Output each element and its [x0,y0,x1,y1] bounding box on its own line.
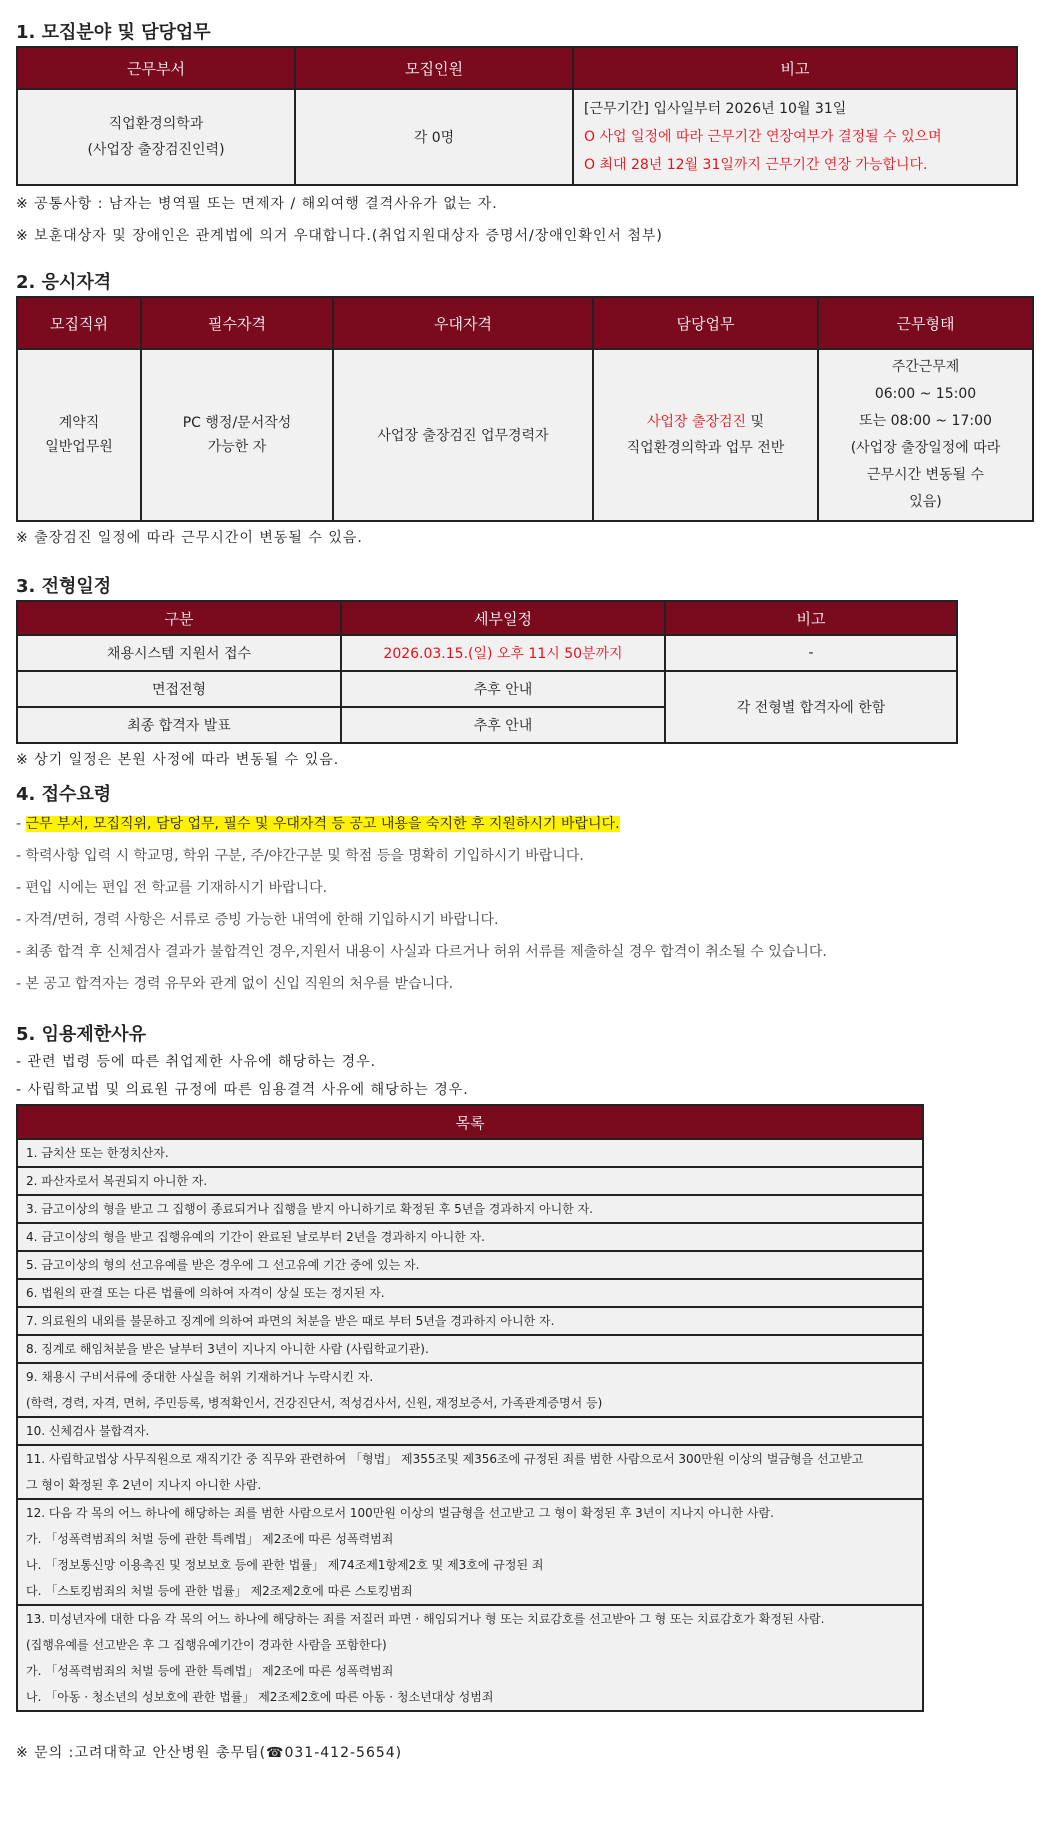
header-count: 모집인원 [295,47,573,89]
item-line: 2. 파산자로서 복권되지 아니한 자. [26,1174,208,1188]
header-preferred: 우대자격 [333,297,593,349]
header-worktype: 근무형태 [818,297,1033,349]
contact-info: ※ 문의 :고려대학교 안산병원 총무팀(☎031-412-5654) [16,1745,403,1761]
item-line: (집행유예를 선고받은 후 그 집행유예기간이 경과한 사람을 포함한다) [26,1638,387,1652]
section-1-title: 1. 모집분야 및 담당업무 [16,22,211,43]
duty-cell [593,349,818,521]
table-row [17,1167,923,1195]
remark-line1: [근무기간] 입사일부터 2026년 10월 31일 [584,101,847,117]
section-5-title: 5. 임용제한사유 [16,1024,146,1045]
worktype-line: 또는 08:00 ~ 17:00 [859,413,992,429]
item-line: 가. 「성폭력범죄의 처벌 등에 관한 특례법」 제2조에 따른 성폭력범죄 [26,1532,394,1546]
table-row [17,1307,923,1335]
item-line: 다. 「스토킹범죄의 처벌 등에 관한 법률」 제2조제2호에 따른 스토킹범죄 [26,1584,413,1598]
item-line: 나. 「정보통신망 이용촉진 및 정보보호 등에 관한 법률」 제74조제1항제2호 및 제3호에 규정된 죄 [26,1558,544,1572]
row2-date: 추후 안내 [341,671,665,707]
dept-line2: (사업장 출장검진인력) [87,142,225,158]
dept-cell [17,89,295,185]
s3-note: ※ 상기 일정은 본원 사정에 따라 변동될 수 있음. [16,752,340,768]
disqualification-item [17,1195,923,1223]
veteran-note: ※ 보훈대상자 및 장애인은 관계법에 의거 우대합니다.(취업지원대상자 증명서/장애인확인서 첨부) [16,228,663,244]
worktype-line: 06:00 ~ 15:00 [874,386,977,402]
disqualification-item [17,1445,923,1499]
count-cell: 각 0명 [295,89,573,185]
table-row [17,1499,923,1605]
row1-date: 2026.03.15.(일) 오후 11시 50분까지 [341,635,665,671]
table-row [17,1417,923,1445]
item-line: 11. 사립학교법상 사무직원으로 재직기간 중 직무와 관련하여 「형법」 제355조및 제356조에 규정된 죄를 범한 사람으로서 300만원 이상의 벌금형을 선고받고 [26,1452,864,1466]
position-line1: 계약직 [58,415,100,431]
table-row [17,1363,923,1417]
table-row [17,1605,923,1711]
table-row [17,1279,923,1307]
table-row [17,1195,923,1223]
disqualification-item [17,1605,923,1711]
required-cell [141,349,333,521]
worktype-cell [818,349,1033,521]
s5-intro2: - 사립학교법 및 의료원 규정에 따른 임용결격 사유에 해당하는 경우. [16,1082,469,1098]
row3-name: 최종 합격자 발표 [17,707,341,743]
duty-red: 사업장 출장검진 [646,414,747,430]
disqualification-item [17,1417,923,1445]
disqualification-item [17,1279,923,1307]
highlight-item [16,808,1047,840]
disqualification-item [17,1167,923,1195]
header-detail: 세부일정 [341,601,665,635]
row2-name: 면접전형 [17,671,341,707]
worktype-line: 근무시간 변동될 수 [866,467,985,483]
list-item: - 학력사항 입력 시 학교명, 학위 구분, 주/야간구분 및 학점 등을 명확히 기입하시기 바랍니다. [16,848,584,864]
item-line: 3. 금고이상의 형을 받고 그 집행이 종료되거나 집행을 받지 아니하기로 확정된 후 5년을 경과하지 아니한 자. [26,1202,593,1216]
disqualification-item [17,1139,923,1167]
worktype-line: 있음) [909,494,942,510]
remark-line2: O 사업 일정에 따라 근무기간 연장여부가 결정될 수 있으며 [584,129,942,145]
disqualification-item [17,1307,923,1335]
item-line: 6. 법원의 판결 또는 다른 법률에 의하여 자격이 상실 또는 정지된 자. [26,1286,385,1300]
list-item: - 최종 합격 후 신체검사 결과가 불합격인 경우,지원서 내용이 사실과 다르거나 허위 서류를 제출하실 경우 합격이 취소될 수 있습니다. [16,944,827,960]
header-s3-remark: 비고 [665,601,957,635]
table-row [17,1335,923,1363]
header-remark: 비고 [573,47,1017,89]
remark-line3: O 최대 28년 12월 31일까지 근무기간 연장 가능합니다. [584,157,928,173]
item-line: 그 형이 확정된 후 2년이 지나지 아니한 사람. [26,1478,262,1492]
item-line: 9. 채용시 구비서류에 중대한 사실을 허위 기재하거나 누락시킨 자. [26,1370,374,1384]
remark-cell [573,89,1017,185]
highlight-text: 근무 부서, 모집직위, 담당 업무, 필수 및 우대자격 등 공고 내용을 숙지한 후 지원하시기 바랍니다. [25,816,620,832]
duty-rest: 및 [746,414,765,430]
preferred-cell: 사업장 출장검진 업무경력자 [333,349,593,521]
disqualification-item [17,1251,923,1279]
common-note: ※ 공통사항 : 남자는 병역필 또는 면제자 / 해외여행 결격사유가 없는 자. [16,196,498,212]
dept-line1: 직업환경의학과 [108,116,204,132]
disqualification-item [17,1499,923,1605]
item-line: 4. 금고이상의 형을 받고 집행유예의 기간이 완료된 날로부터 2년을 경과하지 아니한 자. [26,1230,485,1244]
item-line: 5. 금고이상의 형의 선고유예를 받은 경우에 그 선고유예 기간 중에 있는 자. [26,1258,420,1272]
list-item: - 자격/면허, 경력 사항은 서류로 증빙 가능한 내역에 한해 기입하시기 바랍니다. [16,912,499,928]
highlight-prefix: - [16,816,26,832]
required-line2: 가능한 자 [207,439,267,455]
disqualification-item [17,1335,923,1363]
header-duty: 담당업무 [593,297,818,349]
section-3-title: 3. 전형일정 [16,576,112,597]
disqualification-item [17,1363,923,1417]
table-row [17,1139,923,1167]
row1-name: 채용시스템 지원서 접수 [17,635,341,671]
item-line: 12. 다음 각 목의 어느 하나에 해당하는 죄를 범한 사람으로서 100만원 이상의 벌금형을 선고받고 그 형이 확정된 후 3년이 지나지 아니한 사람. [26,1506,774,1520]
table-row [17,1251,923,1279]
section-3-table [16,600,958,744]
item-line: 1. 금치산 또는 한정치산자. [26,1146,169,1160]
header-required: 필수자격 [141,297,333,349]
item-line: 13. 미성년자에 대한 다음 각 목의 어느 하나에 해당하는 죄를 저질러 파면 · 해임되거나 형 또는 치료감호를 선고받아 그 형 또는 치료감호가 확정된 사람. [26,1612,825,1626]
item-line: 가. 「성폭력범죄의 처벌 등에 관한 특례법」 제2조에 따른 성폭력범죄 [26,1664,394,1678]
row2-remark: 각 전형별 합격자에 한함 [665,671,957,743]
disqualification-item [17,1223,923,1251]
list-item: - 편입 시에는 편입 전 학교를 기재하시기 바랍니다. [16,880,328,896]
section-2-title: 2. 응시자격 [16,272,112,293]
duty-line2: 직업환경의학과 업무 전반 [626,440,785,456]
header-category: 구분 [17,601,341,635]
position-cell [17,349,141,521]
worktype-line: (사업장 출장일정에 따라 [850,440,1001,456]
item-line: 7. 의료원의 내외를 불문하고 징계에 의하여 파면의 처분을 받은 때로 부터 5년을 경과하지 아니한 자. [26,1314,555,1328]
row3-date: 추후 안내 [341,707,665,743]
section-2-table [16,296,1034,522]
worktype-line: 주간근무제 [891,359,960,375]
item-line: 8. 징계로 해임처분을 받은 날부터 3년이 지나지 아니한 사람 (사립학교기관). [26,1342,429,1356]
s5-intro1: - 관련 법령 등에 따른 취업제한 사유에 해당하는 경우. [16,1054,377,1070]
section-1-table [16,46,1018,186]
table-row [17,1445,923,1499]
list-item: - 본 공고 합격자는 경력 유무와 관계 없이 신입 직원의 처우를 받습니다. [16,976,454,992]
item-line: 나. 「아동 · 청소년의 성보호에 관한 법률」 제2조제2호에 따른 아동 · 청소년대상 성범죄 [26,1690,494,1704]
position-line2: 일반업무원 [45,439,113,455]
required-line1: PC 행정/문서작성 [182,415,292,431]
item-line: 10. 신체검사 불합격자. [26,1424,150,1438]
header-dept: 근무부서 [17,47,295,89]
table-row [17,1223,923,1251]
disqualification-table [16,1104,924,1712]
item-line: (학력, 경력, 자격, 면허, 주민등록, 병적확인서, 건강진단서, 적성검사서, 신원, 재정보증서, 가족관계증명서 등) [26,1396,603,1410]
schedule-note: ※ 출장검진 일정에 따라 근무시간이 변동될 수 있음. [16,530,363,546]
header-position: 모집직위 [17,297,141,349]
row1-remark: - [665,635,957,671]
section-4-title: 4. 접수요령 [16,784,112,805]
list-header: 목록 [17,1105,923,1139]
